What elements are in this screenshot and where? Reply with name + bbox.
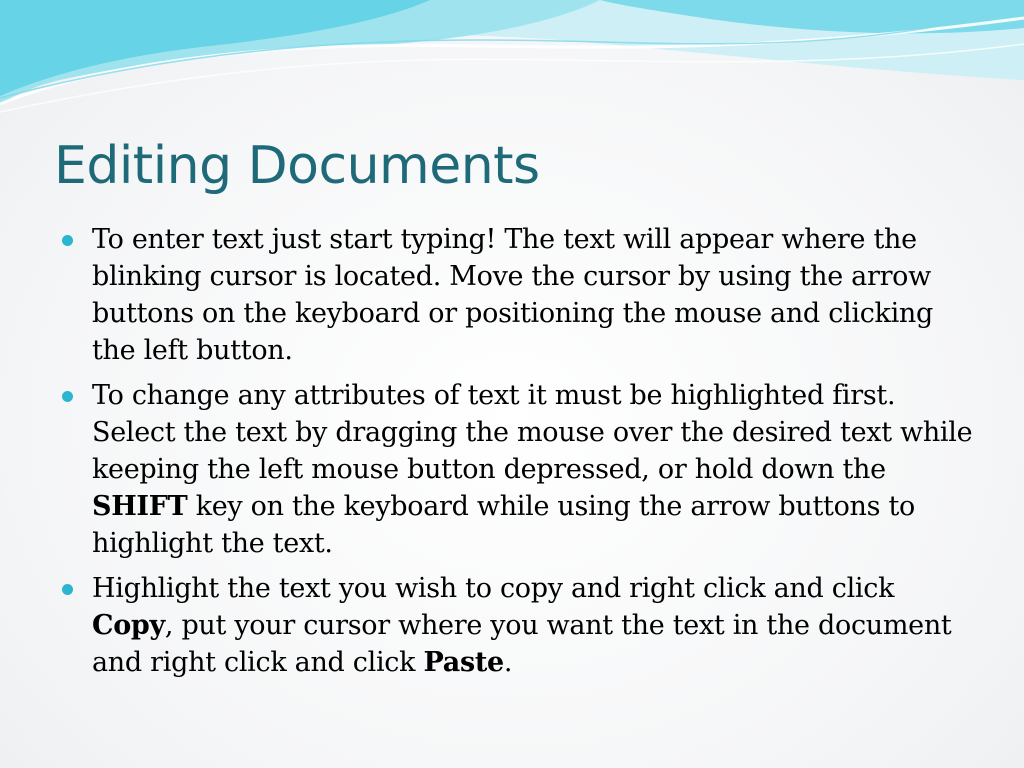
bullet-text <box>92 224 933 366</box>
bullet-text-segment: , put your cursor where you want the text in the document and right click and click <box>92 610 952 678</box>
bullet-text-segment: Highlight the text you wish to copy and right click and click <box>92 573 895 604</box>
bullet-dot-icon <box>62 391 73 402</box>
wave-banner <box>0 0 1024 130</box>
bullet-dot-icon <box>62 235 73 246</box>
bullet-text-segment: key on the keyboard while using the arrow buttons to highlight the text. <box>92 491 915 559</box>
bold-keyword: SHIFT <box>92 491 188 522</box>
bullet-text-segment: . <box>503 647 513 678</box>
bullet-text-segment: To change any attributes of text it must be highlighted first. Select the text by dragging the mouse over the desired text while keeping the left mouse button depressed, or hold down the <box>92 380 973 485</box>
slide-title: Editing Documents <box>54 136 540 196</box>
bold-keyword: Paste <box>423 647 504 678</box>
bullet-text-segment: To enter text just start typing! The text will appear where the blinking cursor is located. Move the cursor by using the arrow buttons on the keyboard or positioning the mouse and clicking the left button. <box>92 224 933 366</box>
bullet-item <box>62 377 982 562</box>
bold-keyword: Copy <box>92 610 165 641</box>
bullet-text <box>92 573 951 678</box>
bullet-text <box>92 380 972 559</box>
bullet-item <box>62 221 982 369</box>
bullet-dot-icon <box>62 584 73 595</box>
bullet-item <box>62 570 982 681</box>
bullet-list <box>62 221 982 689</box>
